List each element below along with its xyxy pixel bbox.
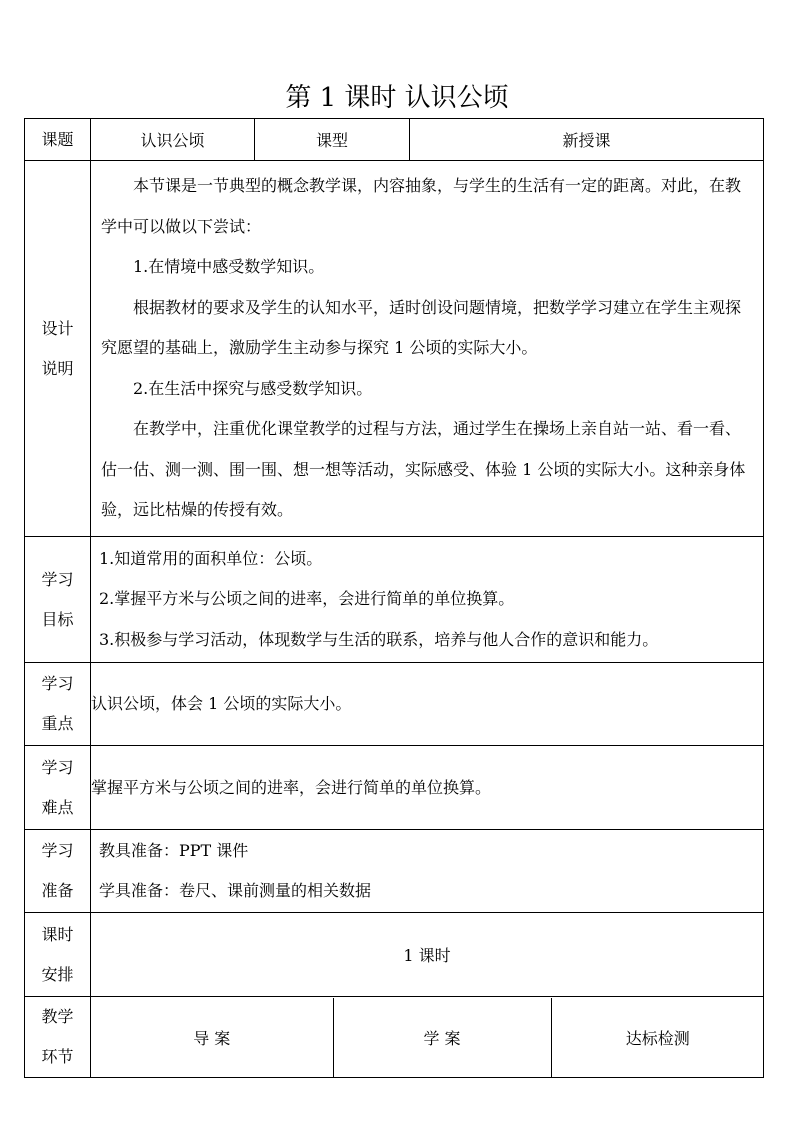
preparation-row (25, 830, 764, 913)
schedule-label-line1: 课时 (41, 924, 74, 944)
preparation-label-line1: 学习 (41, 841, 74, 860)
stages-label (25, 997, 91, 1078)
goals-label-line2: 目标 (41, 609, 74, 629)
schedule-content: 1 课时 (91, 913, 764, 997)
stage-study-header: 学 案 (333, 998, 551, 1077)
design-content (91, 161, 764, 537)
difficulties-label (25, 746, 91, 830)
lesson-type-value: 新授课 (410, 119, 764, 161)
stages-label-line2: 环节 (41, 1047, 74, 1066)
schedule-label (25, 913, 91, 997)
lesson-plan-table (24, 118, 764, 1078)
goal-item: 2.掌握平方米与公顷之间的进率，会进行简单的单位换算。 (99, 589, 515, 609)
design-label-line2: 说明 (41, 358, 74, 378)
schedule-label-line2: 安排 (41, 964, 74, 984)
difficulties-row (25, 746, 764, 830)
preparation-item: 学具准备：卷尺、课前测量的相关数据 (99, 881, 372, 900)
design-label-line1: 设计 (41, 318, 74, 338)
preparation-content (91, 830, 764, 913)
design-paragraph: 根据教材的要求及学生的认知水平，适时创设问题情境，把数学学习建立在学生主观探究愿望的基础上，激励学生主动参与探究 1 公顷的实际大小。 (101, 297, 742, 358)
goals-label-line1: 学习 (41, 569, 74, 589)
stages-row (25, 997, 764, 1078)
preparation-label-line2: 准备 (41, 881, 74, 900)
stage-check-header: 达标检测 (551, 998, 764, 1077)
stages-content (91, 997, 764, 1078)
key-points-content: 认识公顷，体会 1 公顷的实际大小。 (91, 663, 764, 746)
topic-label: 课题 (25, 119, 91, 161)
design-paragraph: 2.在生活中探究与感受数学知识。 (133, 378, 373, 398)
goals-row (25, 537, 764, 663)
schedule-row (25, 913, 764, 997)
page-title: 第 1 课时 认识公顷 (285, 83, 509, 113)
preparation-label (25, 830, 91, 913)
stages-inner-table (91, 998, 764, 1077)
key-points-row (25, 663, 764, 746)
topic-value: 认识公顷 (91, 119, 255, 161)
design-paragraph: 1.在情境中感受数学知识。 (133, 257, 325, 277)
goal-item: 3.积极参与学习活动，体现数学与生活的联系，培养与他人合作的意识和能力。 (99, 629, 659, 649)
lesson-type-label: 课型 (255, 119, 410, 161)
goals-label (25, 537, 91, 663)
preparation-item: 教具准备：PPT 课件 (99, 840, 249, 860)
difficulties-content: 掌握平方米与公顷之间的进率，会进行简单的单位换算。 (91, 746, 764, 830)
design-paragraph: 在教学中，注重优化课堂教学的过程与方法，通过学生在操场上亲自站一站、看一看、估一估、测一测、围一围、想一想等活动，实际感受、体验 1 公顷的实际大小。这种亲身体验，远比枯燥的传授有效。 (101, 419, 746, 520)
key-points-label-line2: 重点 (41, 714, 74, 733)
stage-guide-header: 导 案 (193, 1028, 231, 1048)
key-points-label (25, 663, 91, 746)
header-row (25, 119, 764, 161)
difficulties-label-line1: 学习 (41, 757, 74, 777)
design-row (25, 161, 764, 537)
stages-label-line1: 教学 (41, 1007, 74, 1026)
goals-content (91, 537, 764, 663)
goal-item: 1.知道常用的面积单位：公顷。 (99, 548, 323, 568)
key-points-label-line1: 学习 (41, 674, 74, 693)
design-paragraph: 本节课是一节典型的概念教学课，内容抽象，与学生的生活有一定的距离。对此，在教学中可以做以下尝试： (101, 176, 742, 236)
design-label (25, 161, 91, 537)
difficulties-label-line2: 难点 (41, 797, 74, 817)
